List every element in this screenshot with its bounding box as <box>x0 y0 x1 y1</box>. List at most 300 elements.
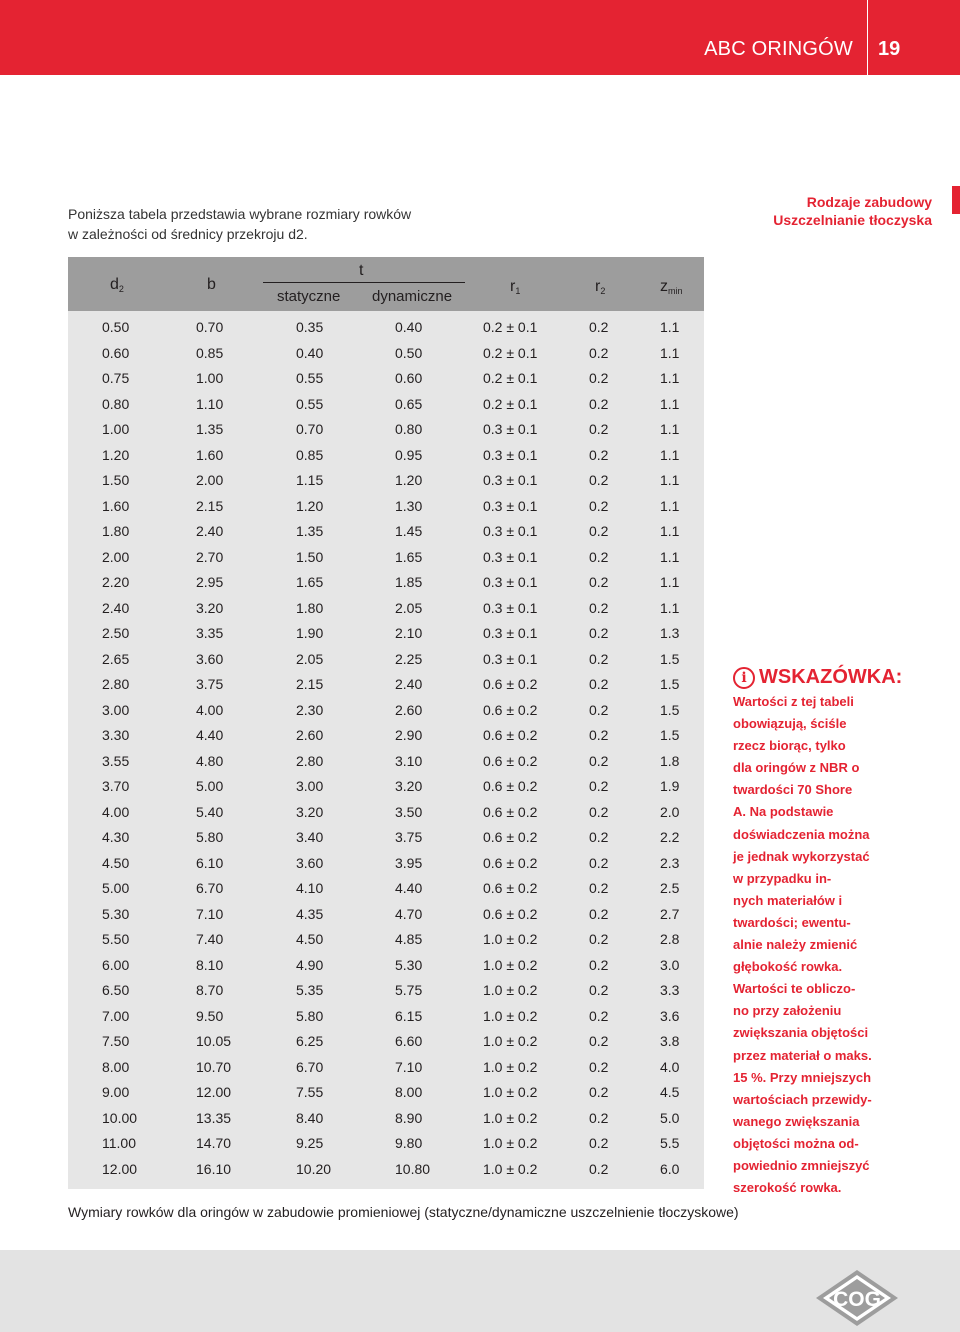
table-cell: 1.1 <box>660 574 680 590</box>
table-cell: 0.2 <box>589 880 609 896</box>
table-cell: 0.6 ± 0.2 <box>483 676 538 692</box>
table-cell: 0.2 <box>589 625 609 641</box>
header-t-static: statyczne <box>277 288 341 305</box>
table-cell: 0.6 ± 0.2 <box>483 727 538 743</box>
header-t-underline <box>263 282 465 283</box>
table-cell: 2.80 <box>296 752 324 769</box>
table-cell: 0.2 <box>589 676 609 692</box>
table-cell: 4.30 <box>102 829 130 845</box>
hint-box <box>733 666 923 1199</box>
table-cell: 3.10 <box>395 752 423 769</box>
table-cell: 2.60 <box>395 701 423 718</box>
table-cell: 0.2 <box>589 727 609 743</box>
table-cell: 10.80 <box>395 1160 431 1177</box>
table-cell: 0.6 ± 0.2 <box>483 778 538 794</box>
table-cell: 0.6 ± 0.2 <box>483 905 538 922</box>
table-cell: 9.50 <box>196 1007 224 1024</box>
table-cell: 0.3 ± 0.1 <box>483 523 538 539</box>
table-cell: 3.35 <box>196 625 224 641</box>
cog-logo <box>814 1268 900 1328</box>
hint-title-row <box>733 666 923 689</box>
table-cell: 0.3 ± 0.1 <box>483 599 538 616</box>
table-row <box>68 570 704 596</box>
table-row <box>68 417 704 443</box>
table-cell: 12.00 <box>102 1160 138 1177</box>
table-cell: 3.50 <box>395 803 423 820</box>
table-cell: 2.40 <box>102 599 130 616</box>
table-row <box>68 443 704 469</box>
header-t-dynamic: dynamiczne <box>372 288 453 305</box>
table-cell: 1.0 ± 0.2 <box>483 1007 538 1024</box>
table-cell: 2.70 <box>196 548 224 565</box>
table-cell: 0.2 <box>589 446 609 463</box>
table-row <box>68 749 704 775</box>
hint-line: Wartości z tej tabeli <box>733 694 854 709</box>
table-cell: 0.3 ± 0.1 <box>483 472 538 488</box>
table-cell: 1.60 <box>102 497 130 514</box>
table-cell: 2.15 <box>196 497 224 514</box>
info-icon: i <box>733 667 755 689</box>
edge-tab <box>952 186 960 214</box>
hint-line: szerokość rowka. <box>733 1180 842 1196</box>
table-cell: 0.80 <box>395 421 423 437</box>
table-cell: 1.5 <box>660 676 680 692</box>
page-header <box>0 0 960 75</box>
table-cell: 0.2 ± 0.1 <box>483 344 538 361</box>
table-cell: 7.10 <box>196 905 224 922</box>
table-cell: 3.95 <box>395 854 423 871</box>
table-cell: 4.10 <box>296 880 324 896</box>
table-cell: 0.2 <box>589 752 609 769</box>
hint-line: wartościach przewidy- <box>733 1091 872 1107</box>
hint-line: no przy założeniu <box>733 1003 842 1019</box>
table-cell: 0.60 <box>102 344 130 361</box>
table-cell: 0.6 ± 0.2 <box>483 854 538 871</box>
table-cell: 0.2 <box>589 1084 609 1100</box>
table-cell: 3.20 <box>395 778 423 794</box>
table-cell: 1.65 <box>395 548 423 565</box>
table-cell: 1.20 <box>296 497 324 514</box>
section-line-1: Rodzaje zabudowy <box>806 194 932 210</box>
table-cell: 3.20 <box>196 599 224 616</box>
logo-text: COG <box>833 1288 881 1311</box>
table-cell: 8.10 <box>196 956 224 973</box>
hint-line: powiednio zmniejszyć <box>733 1157 870 1173</box>
table-cell: 1.3 <box>660 625 680 641</box>
table-cell: 11.00 <box>102 1135 136 1151</box>
header-t: t <box>359 262 364 279</box>
table-cell: 0.50 <box>395 344 423 361</box>
hint-line: 15 %. Przy mniejszych <box>733 1069 872 1085</box>
table-cell: 0.85 <box>296 446 324 463</box>
table-cell: 2.10 <box>395 625 423 641</box>
table-cell: 4.00 <box>196 701 224 718</box>
table-cell: 1.5 <box>660 650 680 667</box>
table-cell: 1.0 ± 0.2 <box>483 1084 538 1100</box>
table-row <box>68 774 704 800</box>
table-row <box>68 698 704 724</box>
table-cell: 5.0 <box>660 1109 680 1126</box>
table-cell: 0.3 ± 0.1 <box>483 574 538 590</box>
table-cell: 0.3 ± 0.1 <box>483 650 538 667</box>
table-cell: 1.5 <box>660 727 680 743</box>
table-cell: 2.00 <box>102 548 130 565</box>
table-cell: 4.5 <box>660 1084 680 1100</box>
table-row <box>68 978 704 1004</box>
table-cell: 6.70 <box>296 1058 324 1075</box>
table-cell: 0.55 <box>296 370 324 386</box>
table-row <box>68 723 704 749</box>
table-cell: 1.8 <box>660 752 680 769</box>
table-cell: 7.40 <box>196 931 224 947</box>
section-line-2: Uszczelnianie tłoczyska <box>773 212 932 228</box>
table-cell: 2.95 <box>196 574 224 590</box>
table-cell: 0.2 <box>589 1007 609 1024</box>
table-cell: 0.6 ± 0.2 <box>483 701 538 718</box>
table-cell: 5.00 <box>102 880 130 896</box>
table-cell: 2.7 <box>660 905 680 922</box>
table-cell: 1.1 <box>660 472 680 488</box>
table-cell: 10.05 <box>196 1033 232 1049</box>
table-cell: 4.50 <box>296 931 324 947</box>
table-row <box>68 366 704 392</box>
table-cell: 1.1 <box>660 446 680 463</box>
header-zmin: $z_{min}$ <box>660 278 683 296</box>
table-cell: 2.40 <box>395 676 423 692</box>
table-cell: 0.2 <box>589 1160 609 1177</box>
table-cell: 10.70 <box>196 1058 232 1075</box>
table-cell: 0.2 <box>589 956 609 973</box>
table-cell: 5.5 <box>660 1135 680 1151</box>
table-row <box>68 1157 704 1183</box>
table-row <box>68 927 704 953</box>
table-cell: 1.00 <box>196 370 224 386</box>
table-cell: 0.75 <box>102 370 130 386</box>
table-row <box>68 1131 704 1157</box>
hint-line: w przypadku in- <box>733 870 832 886</box>
table-cell: 0.2 <box>589 1058 609 1075</box>
table-cell: 13.35 <box>196 1109 232 1126</box>
table-cell: 0.6 ± 0.2 <box>483 880 538 896</box>
table-cell: 1.0 ± 0.2 <box>483 1033 538 1049</box>
header-divider <box>867 0 868 75</box>
table-cell: 7.50 <box>102 1033 130 1049</box>
table-row <box>68 392 704 418</box>
hint-line: Wartości te obliczo- <box>733 981 856 997</box>
table-cell: 9.00 <box>102 1084 130 1100</box>
table-cell: 3.00 <box>296 778 324 794</box>
table-row <box>68 1080 704 1106</box>
table-cell: 5.40 <box>196 803 224 820</box>
hint-line: twardości 70 Shore <box>733 782 853 798</box>
table-cell: 10.20 <box>296 1160 332 1177</box>
table-cell: 6.0 <box>660 1160 680 1177</box>
table-cell: 2.5 <box>660 880 680 896</box>
table-cell: 1.1 <box>660 599 680 616</box>
table-cell: 8.00 <box>102 1058 130 1075</box>
table-cell: 3.75 <box>395 829 423 845</box>
table-cell: 0.2 <box>589 829 609 845</box>
table-cell: 0.60 <box>395 370 423 386</box>
table-cell: 1.60 <box>196 446 224 463</box>
table-cell: 2.2 <box>660 829 680 845</box>
table-cell: 5.30 <box>395 956 423 973</box>
table-cell: 0.80 <box>102 395 130 412</box>
table-cell: 5.50 <box>102 931 130 947</box>
table-cell: 5.35 <box>296 982 324 998</box>
hint-line: głębokość rowka. <box>733 959 843 975</box>
table-cell: 0.2 <box>589 1033 609 1049</box>
table-cell: 4.00 <box>102 803 130 820</box>
table-cell: 8.70 <box>196 982 224 998</box>
table-cell: 1.1 <box>660 395 680 412</box>
hint-line: je jednak wykorzystać <box>733 848 870 864</box>
hint-line: obowiązują, ściśle <box>733 716 847 732</box>
table-cell: 4.0 <box>660 1058 680 1075</box>
hint-line: alnie należy zmienić <box>733 937 858 953</box>
table-cell: 4.40 <box>196 727 224 743</box>
table-cell: 0.3 ± 0.1 <box>483 625 538 641</box>
table-cell: 6.70 <box>196 880 224 896</box>
table-cell: 8.00 <box>395 1084 423 1100</box>
table-row <box>68 647 704 673</box>
table-cell: 8.40 <box>296 1109 324 1126</box>
table-cell: 3.40 <box>296 829 324 845</box>
table-cell: 0.2 <box>589 982 609 998</box>
table-cell: 3.6 <box>660 1007 680 1024</box>
table-cell: 6.10 <box>196 854 224 871</box>
table-cell: 3.75 <box>196 676 224 692</box>
table-cell: 7.10 <box>395 1058 423 1075</box>
table-cell: 6.00 <box>102 956 130 973</box>
table-row <box>68 902 704 928</box>
header-r2: $r_2$ <box>595 278 606 296</box>
table-cell: 1.0 ± 0.2 <box>483 1160 538 1177</box>
table-header <box>68 257 704 311</box>
table-cell: 0.85 <box>196 344 224 361</box>
table-cell: 4.50 <box>102 854 130 871</box>
table-cell: 0.2 <box>589 523 609 539</box>
table-cell: 3.30 <box>102 727 130 743</box>
page-number: 19 <box>878 38 901 60</box>
table-cell: 0.35 <box>296 319 324 335</box>
table-cell: 0.95 <box>395 446 423 463</box>
table-cell: 1.30 <box>395 497 423 514</box>
hint-line: twardości; ewentu- <box>733 914 851 930</box>
table-cell: 1.50 <box>102 472 130 488</box>
table-cell: 3.60 <box>196 650 224 667</box>
table-cell: 0.2 <box>589 472 609 488</box>
header-r1: $r_1$ <box>510 278 521 296</box>
table-cell: 3.55 <box>102 752 130 769</box>
table-cell: 4.70 <box>395 905 423 922</box>
table-cell: 6.50 <box>102 982 130 998</box>
table-row <box>68 800 704 826</box>
hint-line: przez materiał o maks. <box>733 1047 872 1063</box>
intro-line-2: w zależności od średnicy przekroju d2. <box>68 226 308 242</box>
table-cell: 6.25 <box>296 1033 324 1049</box>
table-cell: 0.50 <box>102 319 130 335</box>
table-row <box>68 1029 704 1055</box>
table-cell: 4.35 <box>296 905 324 922</box>
table-cell: 0.2 <box>589 931 609 947</box>
table-cell: 2.50 <box>102 625 130 641</box>
table-row <box>68 519 704 545</box>
table-cell: 0.40 <box>395 319 423 335</box>
table-cell: 0.2 <box>589 344 609 361</box>
table-cell: 1.1 <box>660 421 680 437</box>
table-cell: 0.6 ± 0.2 <box>483 829 538 845</box>
table-cell: 0.2 <box>589 1109 609 1126</box>
table-cell: 1.0 ± 0.2 <box>483 982 538 998</box>
table-cell: 1.5 <box>660 701 680 718</box>
table-row <box>68 596 704 622</box>
table-cell: 0.2 <box>589 395 609 412</box>
table-cell: 5.00 <box>196 778 224 794</box>
table-cell: 1.0 ± 0.2 <box>483 931 538 947</box>
table-cell: 1.90 <box>296 625 324 641</box>
hint-line: doświadczenia można <box>733 826 870 842</box>
table-cell: 14.70 <box>196 1135 232 1151</box>
hint-line: wanego zwiększania <box>733 1113 860 1129</box>
table-cell: 1.80 <box>102 523 130 539</box>
table-cell: 1.15 <box>296 472 324 488</box>
table-cell: 5.80 <box>296 1007 324 1024</box>
table-cell: 0.3 ± 0.1 <box>483 548 538 565</box>
table-cell: 1.1 <box>660 370 680 386</box>
table-cell: 2.15 <box>296 676 324 692</box>
table-cell: 3.60 <box>296 854 324 871</box>
table-cell: 2.05 <box>296 650 324 667</box>
header-b: b <box>207 276 216 293</box>
table-cell: 3.20 <box>296 803 324 820</box>
table-cell: 1.1 <box>660 497 680 514</box>
table-cell: 2.05 <box>395 599 423 616</box>
table-cell: 3.0 <box>660 956 680 973</box>
table-row <box>68 1106 704 1132</box>
table-cell: 4.90 <box>296 956 324 973</box>
table-cell: 0.2 <box>589 701 609 718</box>
table-cell: 0.40 <box>296 344 324 361</box>
table-cell: 0.2 <box>589 1135 609 1151</box>
table-cell: 0.2 <box>589 421 609 437</box>
table-row <box>68 825 704 851</box>
table-row <box>68 545 704 571</box>
table-row <box>68 621 704 647</box>
table-cell: 1.1 <box>660 548 680 565</box>
hint-line: nych materiałów i <box>733 892 843 908</box>
hint-line: dla oringów z NBR o <box>733 760 860 776</box>
table-cell: 1.35 <box>196 421 224 437</box>
table-cell: 9.25 <box>296 1135 324 1151</box>
groove-table <box>68 257 704 1189</box>
table-cell: 3.3 <box>660 982 680 998</box>
table-cell: 2.00 <box>196 472 224 488</box>
table-row <box>68 851 704 877</box>
hint-line: rzecz biorąc, tylko <box>733 738 846 754</box>
hint-line: zwiększania objętości <box>733 1025 869 1041</box>
table-cell: 1.1 <box>660 344 680 361</box>
table-cell: 6.15 <box>395 1007 423 1024</box>
table-cell: 0.2 ± 0.1 <box>483 395 538 412</box>
table-row <box>68 341 704 367</box>
table-cell: 7.00 <box>102 1007 130 1024</box>
table-cell: 0.3 ± 0.1 <box>483 421 538 437</box>
table-cell: 0.2 <box>589 370 609 386</box>
hint-text <box>733 691 923 1199</box>
table-cell: 0.3 ± 0.1 <box>483 446 538 463</box>
table-cell: 1.85 <box>395 574 423 590</box>
table-cell: 1.45 <box>395 523 423 539</box>
table-cell: 1.20 <box>102 446 130 463</box>
table-cell: 0.2 <box>589 599 609 616</box>
table-cell: 0.2 <box>589 778 609 794</box>
table-row <box>68 672 704 698</box>
table-caption: Wymiary rowków dla oringów w zabudowie promieniowej (statyczne/dynamiczne uszczelnienie tłoczyskowe) <box>68 1204 739 1220</box>
table-cell: 0.6 ± 0.2 <box>483 752 538 769</box>
table-cell: 1.00 <box>102 421 130 437</box>
table-cell: 1.9 <box>660 778 680 794</box>
table-cell: 0.2 <box>589 650 609 667</box>
table-cell: 0.2 <box>589 803 609 820</box>
table-cell: 0.2 <box>589 854 609 871</box>
table-cell: 10.00 <box>102 1109 138 1126</box>
table-cell: 2.80 <box>102 676 130 692</box>
table-row <box>68 1055 704 1081</box>
table-cell: 0.55 <box>296 395 324 412</box>
table-row <box>68 468 704 494</box>
table-cell: 0.2 ± 0.1 <box>483 319 538 335</box>
table-cell: 4.80 <box>196 752 224 769</box>
table-cell: 2.30 <box>296 701 324 718</box>
table-cell: 2.65 <box>102 650 130 667</box>
header-title: ABC ORINGÓW <box>704 38 853 60</box>
table-cell: 0.2 ± 0.1 <box>483 370 538 386</box>
table-row <box>68 953 704 979</box>
table-row <box>68 1004 704 1030</box>
table-cell: 1.65 <box>296 574 324 590</box>
table-cell: 1.10 <box>196 395 224 412</box>
table-cell: 7.55 <box>296 1084 324 1100</box>
hint-line: objętości można od- <box>733 1135 859 1151</box>
hint-title: WSKAZÓWKA: <box>759 666 903 688</box>
table-cell: 16.10 <box>196 1160 232 1177</box>
table-cell: 3.00 <box>102 701 130 718</box>
table-cell: 3.70 <box>102 778 130 794</box>
table-cell: 0.2 <box>589 497 609 514</box>
table-cell: 2.40 <box>196 523 224 539</box>
table-cell: 0.6 ± 0.2 <box>483 803 538 820</box>
table-cell: 0.2 <box>589 905 609 922</box>
table-cell: 0.65 <box>395 395 423 412</box>
table-cell: 12.00 <box>196 1084 232 1100</box>
table-cell: 1.1 <box>660 523 680 539</box>
table-cell: 2.0 <box>660 803 680 820</box>
table-cell: 2.60 <box>296 727 324 743</box>
table-cell: 0.2 <box>589 319 609 335</box>
table-cell: 1.0 ± 0.2 <box>483 956 538 973</box>
table-row <box>68 494 704 520</box>
table-cell: 0.2 <box>589 548 609 565</box>
table-cell: 3.8 <box>660 1033 680 1049</box>
table-cell: 4.40 <box>395 880 423 896</box>
table-row <box>68 876 704 902</box>
table-row <box>68 315 704 341</box>
table-cell: 1.20 <box>395 472 423 488</box>
section-label <box>773 193 932 229</box>
table-cell: 0.70 <box>196 319 224 335</box>
hint-line: A. Na podstawie <box>733 804 834 820</box>
